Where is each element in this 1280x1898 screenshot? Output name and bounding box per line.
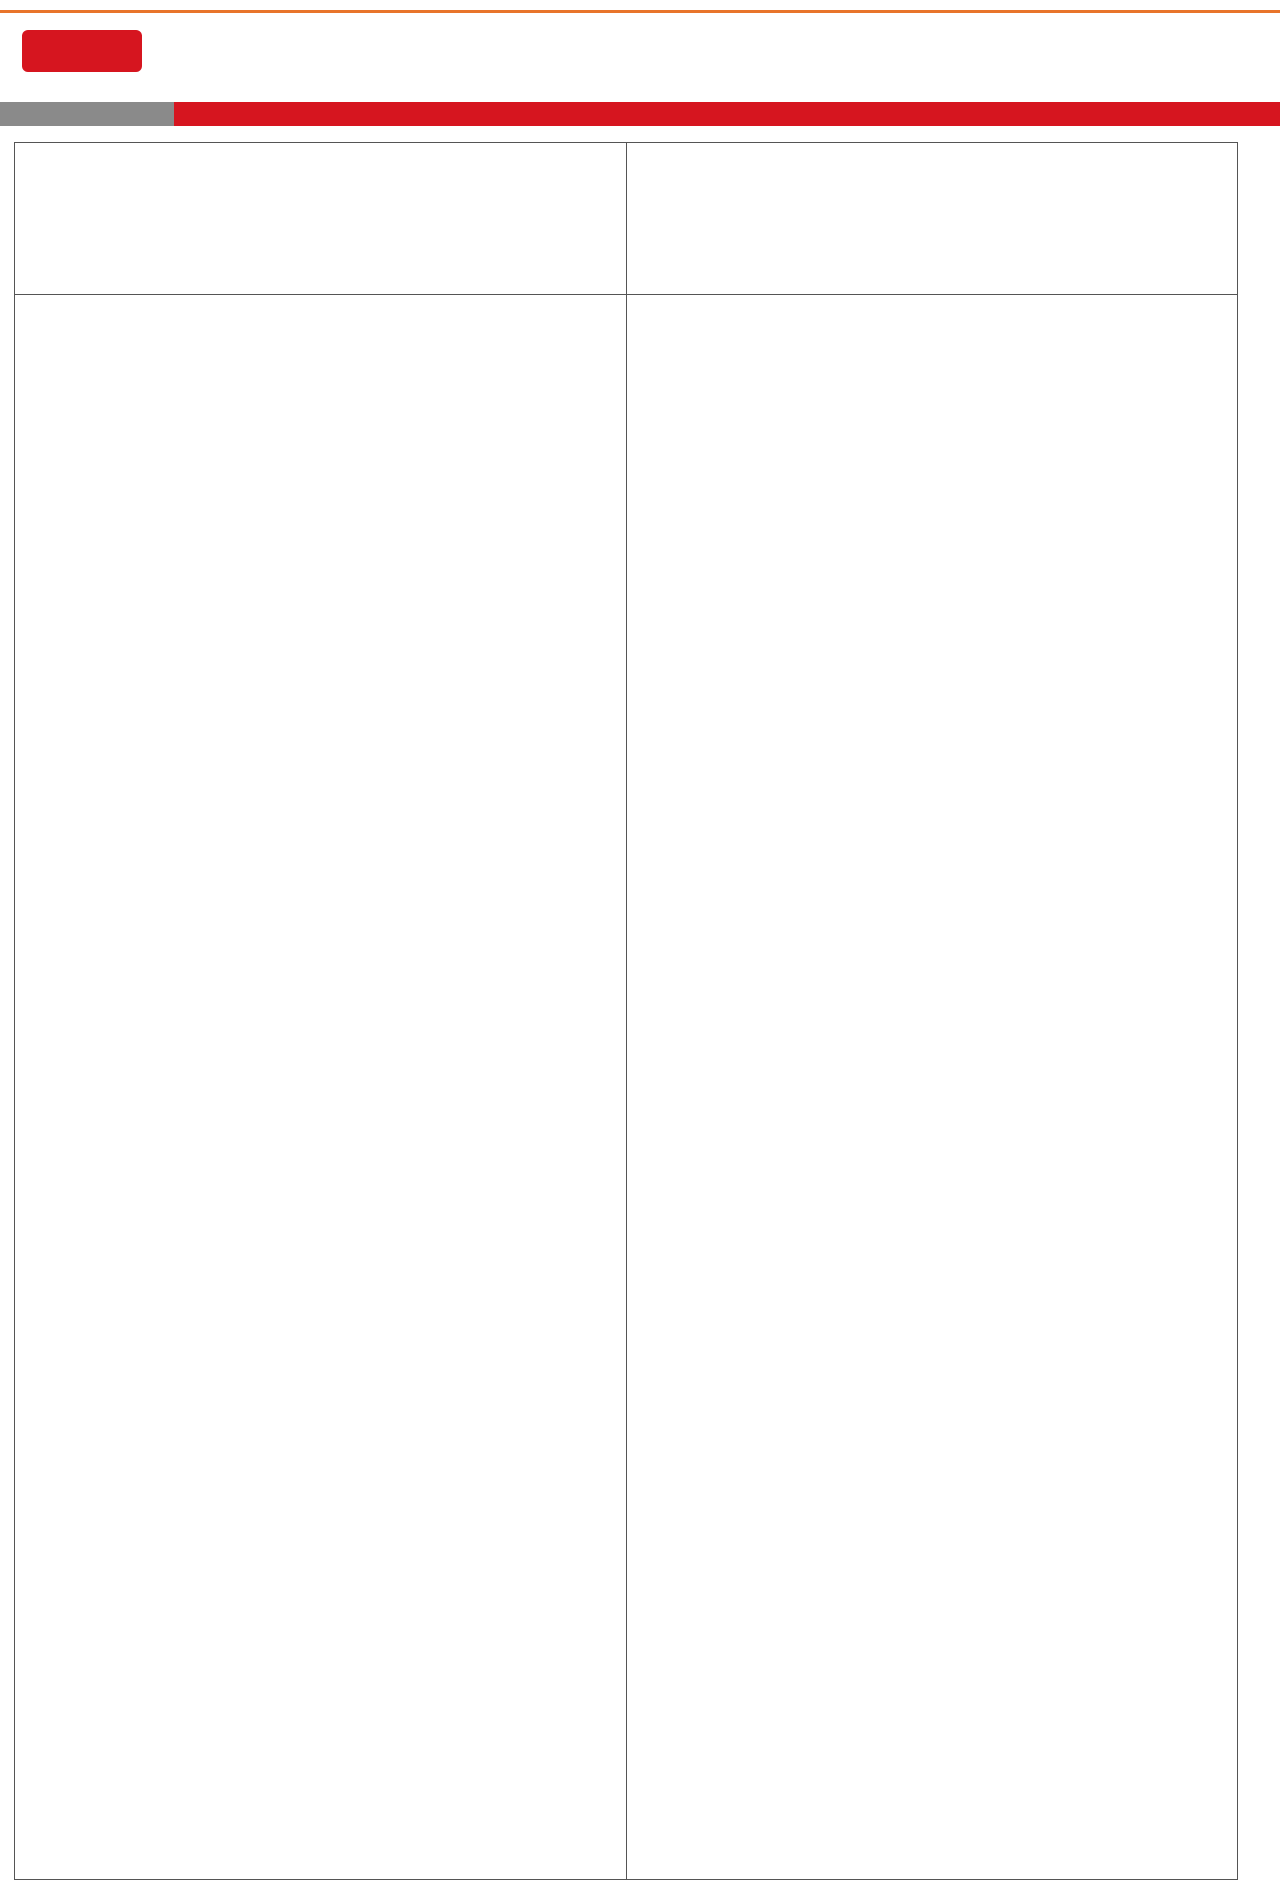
logo	[22, 30, 142, 90]
band-red	[174, 102, 1280, 126]
table-header-right	[626, 142, 1238, 294]
table-header-left	[14, 142, 626, 294]
table-column-divider	[626, 142, 627, 1880]
hmd-logo-icon	[22, 30, 142, 72]
table-header-divider	[14, 294, 1238, 295]
top-orange-line	[0, 10, 1280, 13]
slogan-striving	[1120, 34, 1280, 36]
band-grey	[0, 102, 174, 126]
slogan-innovating	[945, 34, 1105, 36]
